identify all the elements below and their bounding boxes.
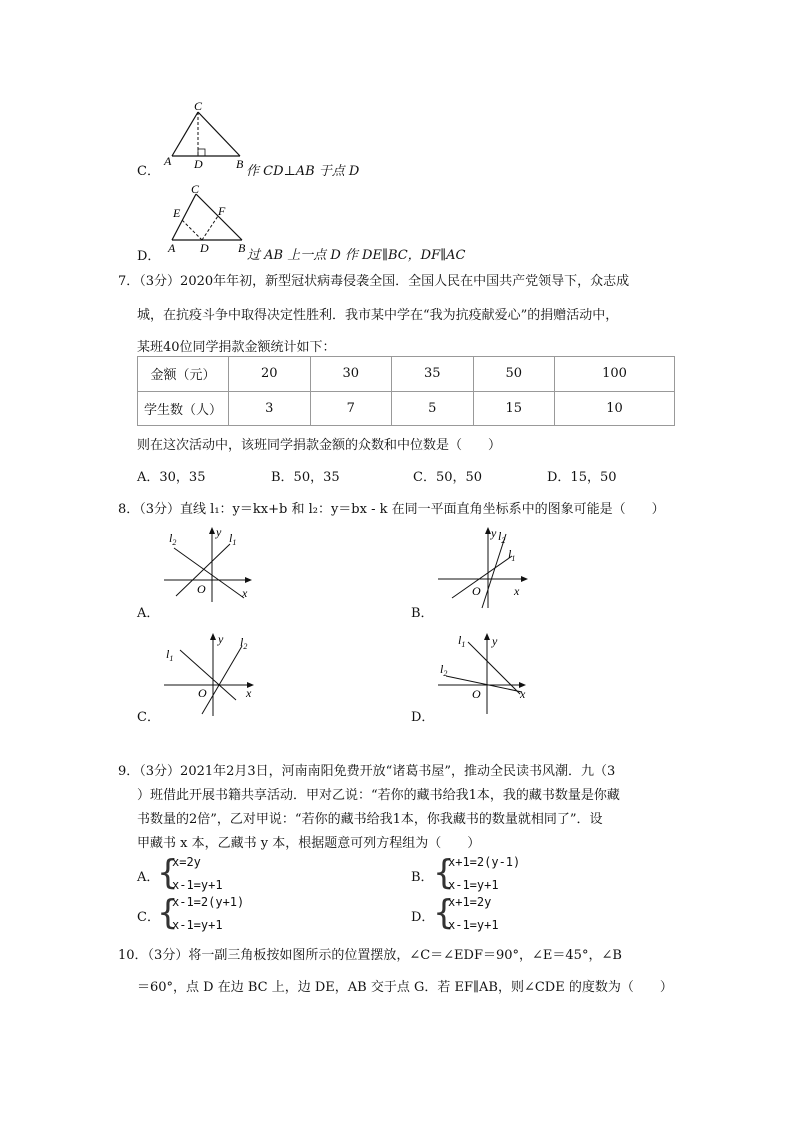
table-cell: 30 (310, 357, 392, 392)
q8c-l2: $l_2$ (240, 635, 248, 651)
q9-option-d-eq1: x+1=2y (448, 895, 492, 909)
table-cell: 金额（元） (138, 357, 229, 392)
q7-line2: 城，在抗疫斗争中取得决定性胜利．我市某中学在“我为抗疫献爱心”的捐赠活动中， (137, 308, 619, 323)
q8-stem: 8．（3分）直线 l₁：y＝kx+b 和 l₂：y＝bx - k 在同一平面直角坐标系中的图象可能是（ ） (118, 502, 665, 517)
q8-option-c[interactable]: C． (137, 710, 160, 725)
q8b-x: x (514, 584, 520, 598)
q8c-l1: $l_1$ (166, 647, 174, 663)
q9-line4: 甲藏书 x 本，乙藏书 y 本，根据题意可列方程组为（ ） (137, 836, 481, 851)
q9-line2: ）班借此开展书籍共享活动．甲对乙说：“若你的藏书给我1本，我的藏书数量是你藏 (137, 788, 620, 803)
q6d-label-b: B (238, 241, 246, 255)
q8-graph-c (160, 628, 260, 718)
q6d-label-d: D (200, 241, 209, 255)
q8-graph-d (434, 628, 534, 718)
table-cell: 7 (310, 391, 392, 426)
q9-option-c-brace: { (157, 893, 179, 933)
table-row (138, 357, 675, 392)
q7-question: 则在这次活动中，该班同学捐款金额的众数和中位数是（ ） (137, 438, 502, 453)
table-cell: 10 (555, 391, 675, 426)
q7-option-b[interactable]: B．50，35 (271, 470, 340, 485)
q8-option-b[interactable]: B． (411, 606, 434, 621)
q6c-label-c: C (194, 99, 203, 113)
q7-donation-table (137, 356, 675, 426)
table-cell: 学生数（人） (138, 391, 229, 426)
q6-option-c-letter[interactable]: C． (137, 164, 160, 179)
q8b-l2: $l_2$ (498, 529, 506, 545)
q9-option-b-eq2: x-1=y+1 (448, 878, 499, 892)
q8a-l2: $l_2$ (169, 531, 177, 547)
q9-option-b-brace: { (433, 853, 455, 893)
q8-graph-a (160, 522, 260, 604)
q8a-y: y (216, 525, 222, 539)
q6c-label-b: B (236, 157, 244, 170)
q9-option-d-eq2: x-1=y+1 (448, 918, 499, 932)
table-cell: 35 (392, 357, 474, 392)
q10-line1: 10．（3分）将一副三角板按如图所示的位置摆放，∠C＝∠EDF＝90°，∠E＝45°，∠B (118, 948, 622, 963)
q8c-o: O (198, 686, 207, 700)
q8d-l1: $l_1$ (458, 633, 466, 649)
q9-option-c-letter[interactable]: C． (137, 910, 160, 925)
q8a-x: x (242, 586, 248, 600)
q8a-l1: $l_1$ (229, 531, 237, 547)
q9-option-a-letter[interactable]: A． (137, 870, 160, 885)
q6d-label-c: C (191, 182, 200, 196)
q8-option-d[interactable]: D． (411, 710, 435, 725)
q8a-o: O (197, 582, 206, 596)
q6d-label-f: F (218, 204, 226, 218)
q9-option-d-letter[interactable]: D． (411, 910, 435, 925)
q7-option-c[interactable]: C．50，50 (413, 470, 483, 485)
q8c-x: x (246, 686, 252, 700)
q6d-label-a: A (168, 241, 176, 255)
q6d-label-e: E (173, 206, 181, 220)
q6-option-d-desc: 过 AB 上一点 D 作 DE∥BC，DF∥AC (247, 248, 466, 263)
q9-option-b-eq1: x+1=2(y-1) (448, 855, 521, 869)
table-cell: 100 (555, 357, 675, 392)
q9-option-a-brace: { (157, 853, 179, 893)
q8d-l2: $l_2$ (440, 662, 448, 678)
q6-option-c-desc: 作 CD⊥AB 于点 D (246, 164, 360, 179)
q6-option-c-figure (160, 98, 250, 170)
q8b-l1: $l_1$ (508, 547, 516, 563)
q9-option-b-letter[interactable]: B． (411, 870, 434, 885)
q9-line3: 书数量的2倍”，乙对甲说：“若你的藏书给我1本，你我藏书的数量就相同了”．设 (137, 812, 603, 827)
q7-line1: 7．（3分）2020年年初，新型冠状病毒侵袭全国．全国人民在中国共产党领导下，众志成 (118, 274, 630, 289)
q6c-label-d: D (194, 157, 203, 170)
q7-option-d[interactable]: D．15，50 (547, 470, 617, 485)
q8c-y: y (218, 632, 224, 646)
table-cell: 5 (392, 391, 474, 426)
table-cell: 15 (473, 391, 555, 426)
table-cell: 20 (229, 357, 311, 392)
q8d-x: x (520, 687, 526, 701)
q8d-o: O (472, 687, 481, 701)
table-cell: 50 (473, 357, 555, 392)
q6-option-d-figure (160, 182, 255, 258)
q8b-y: y (491, 526, 497, 540)
q9-option-c-eq1: x-1=2(y+1) (172, 895, 245, 909)
q9-option-c-eq2: x-1=y+1 (172, 918, 223, 932)
q8-option-a[interactable]: A． (137, 606, 160, 621)
q9-option-a-eq2: x-1=y+1 (172, 878, 223, 892)
q7-line3: 某班40位同学捐款金额统计如下： (137, 340, 336, 355)
q6-option-d-letter[interactable]: D． (137, 249, 161, 264)
q8-graph-b (434, 522, 534, 610)
table-cell: 3 (229, 391, 311, 426)
q9-option-a-eq1: x=2y (172, 855, 201, 869)
q7-option-a[interactable]: A．30，35 (137, 470, 206, 485)
q10-line2: ＝60°，点 D 在边 BC 上，边 DE，AB 交于点 G．若 EF∥AB，则∠CDE 的度数为（ ） (137, 980, 673, 995)
q6c-label-a: A (164, 154, 172, 168)
q9-line1: 9．（3分）2021年2月3日，河南南阳免费开放“诸葛书屋”，推动全民读书风潮．九（3 (118, 764, 616, 779)
q8b-o: O (472, 584, 481, 598)
table-row (138, 391, 675, 426)
q9-option-d-brace: { (433, 893, 455, 933)
q8d-y: y (492, 634, 498, 648)
